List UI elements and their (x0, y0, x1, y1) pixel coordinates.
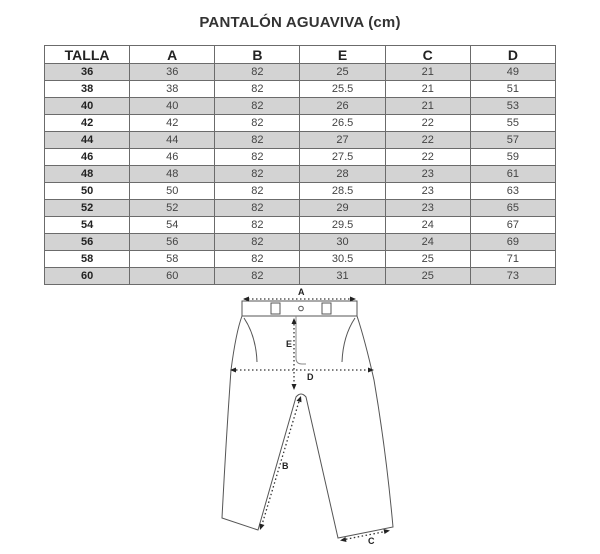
belt-loop-left (271, 303, 280, 314)
cell-d: 61 (470, 166, 555, 183)
cell-talla: 54 (45, 217, 130, 234)
cell-b: 82 (215, 200, 300, 217)
header-talla: TALLA (45, 46, 130, 64)
cell-b: 82 (215, 81, 300, 98)
dimension-b-line (261, 398, 300, 528)
table-row (45, 183, 556, 200)
cell-e: 26.5 (300, 115, 385, 132)
page-title: PANTALÓN AGUAVIVA (cm) (199, 14, 401, 31)
cell-e: 25 (300, 64, 385, 81)
cell-d: 55 (470, 115, 555, 132)
table-row (45, 64, 556, 81)
cell-e: 27 (300, 132, 385, 149)
cell-d: 59 (470, 149, 555, 166)
cell-a: 42 (130, 115, 215, 132)
cell-d: 69 (470, 234, 555, 251)
label-a: A (298, 287, 305, 297)
cell-d: 51 (470, 81, 555, 98)
cell-b: 82 (215, 64, 300, 81)
cell-e: 29 (300, 200, 385, 217)
cell-talla: 56 (45, 234, 130, 251)
cell-d: 49 (470, 64, 555, 81)
cell-e: 26 (300, 98, 385, 115)
table-row (45, 149, 556, 166)
cell-b: 82 (215, 132, 300, 149)
label-d: D (307, 372, 314, 382)
cell-c: 25 (385, 268, 470, 285)
pocket-right (342, 318, 355, 362)
cell-e: 30 (300, 234, 385, 251)
arrow-b-bottom (260, 524, 265, 531)
cell-a: 52 (130, 200, 215, 217)
cell-c: 23 (385, 166, 470, 183)
cell-a: 44 (130, 132, 215, 149)
cell-a: 54 (130, 217, 215, 234)
cell-d: 63 (470, 183, 555, 200)
cell-d: 67 (470, 217, 555, 234)
cell-d: 73 (470, 268, 555, 285)
table-header-row (45, 46, 556, 64)
cell-b: 82 (215, 251, 300, 268)
cell-b: 82 (215, 268, 300, 285)
cell-c: 21 (385, 98, 470, 115)
cell-b: 82 (215, 149, 300, 166)
header-c: C (385, 46, 470, 64)
pants-measurement-diagram (0, 280, 600, 554)
cell-a: 50 (130, 183, 215, 200)
cell-c: 21 (385, 64, 470, 81)
cell-b: 82 (215, 234, 300, 251)
table-row (45, 217, 556, 234)
table-row (45, 132, 556, 149)
header-a: A (130, 46, 215, 64)
cell-c: 22 (385, 132, 470, 149)
cell-c: 24 (385, 217, 470, 234)
cell-e: 30.5 (300, 251, 385, 268)
cell-a: 36 (130, 64, 215, 81)
header-e: E (300, 46, 385, 64)
cell-talla: 58 (45, 251, 130, 268)
cell-e: 27.5 (300, 149, 385, 166)
cell-c: 23 (385, 183, 470, 200)
table-row (45, 200, 556, 217)
cell-e: 28.5 (300, 183, 385, 200)
cell-talla: 40 (45, 98, 130, 115)
cell-d: 71 (470, 251, 555, 268)
cell-a: 56 (130, 234, 215, 251)
cell-c: 22 (385, 115, 470, 132)
cell-b: 82 (215, 183, 300, 200)
cell-c: 23 (385, 200, 470, 217)
label-c: C (368, 536, 375, 546)
cell-a: 40 (130, 98, 215, 115)
cell-talla: 52 (45, 200, 130, 217)
table-row (45, 81, 556, 98)
table-row (45, 115, 556, 132)
label-b: B (282, 461, 289, 471)
cell-a: 38 (130, 81, 215, 98)
fly-stitch (296, 316, 306, 364)
waistband (242, 301, 357, 316)
label-e: E (286, 339, 293, 349)
cell-a: 60 (130, 268, 215, 285)
size-table (44, 45, 556, 285)
cell-a: 46 (130, 149, 215, 166)
cell-talla: 60 (45, 268, 130, 285)
cell-b: 82 (215, 98, 300, 115)
cell-e: 29.5 (300, 217, 385, 234)
arrow-e-bottom (292, 384, 297, 390)
cell-c: 25 (385, 251, 470, 268)
cell-talla: 38 (45, 81, 130, 98)
table-row (45, 98, 556, 115)
pocket-left (244, 318, 257, 362)
belt-loop-right (322, 303, 331, 314)
table-row (45, 251, 556, 268)
cell-talla: 50 (45, 183, 130, 200)
cell-talla: 44 (45, 132, 130, 149)
cell-d: 57 (470, 132, 555, 149)
cell-talla: 48 (45, 166, 130, 183)
cell-b: 82 (215, 166, 300, 183)
cell-talla: 36 (45, 64, 130, 81)
arrow-c-right (384, 529, 391, 534)
pants-outline (222, 316, 393, 538)
waist-button (299, 306, 304, 311)
cell-c: 22 (385, 149, 470, 166)
table-row (45, 234, 556, 251)
cell-e: 31 (300, 268, 385, 285)
cell-talla: 42 (45, 115, 130, 132)
header-d: D (470, 46, 555, 64)
cell-a: 58 (130, 251, 215, 268)
arrow-b-top (297, 396, 302, 402)
cell-e: 25.5 (300, 81, 385, 98)
cell-e: 28 (300, 166, 385, 183)
cell-talla: 46 (45, 149, 130, 166)
table-row (45, 166, 556, 183)
cell-a: 48 (130, 166, 215, 183)
header-b: B (215, 46, 300, 64)
cell-d: 53 (470, 98, 555, 115)
cell-b: 82 (215, 115, 300, 132)
cell-d: 65 (470, 200, 555, 217)
cell-c: 24 (385, 234, 470, 251)
cell-b: 82 (215, 217, 300, 234)
cell-c: 21 (385, 81, 470, 98)
